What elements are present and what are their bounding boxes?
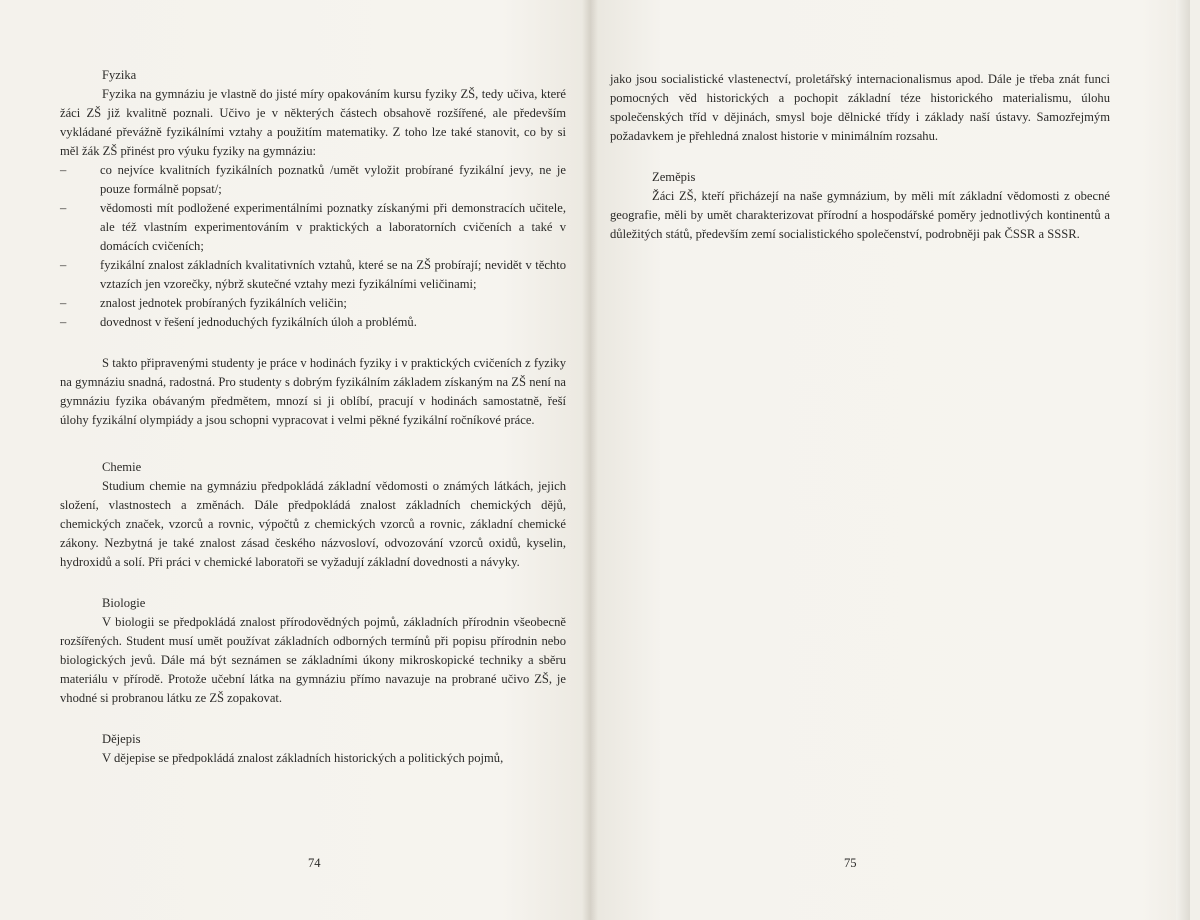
right-page: [590, 0, 1190, 920]
page-number-left: 74: [308, 856, 321, 870]
heading-fyzika: Fyzika: [102, 68, 137, 82]
heading-chemie: Chemie: [102, 460, 142, 474]
zemepis-text: Žáci ZŠ, kteří přicházejí na naše gymnázium, by měli mít základní vědomosti z obecné geografie, měli by umět charakterizovat přírodní a hospodářské poměry jednotlivých kontinentů a důležitých států, především zemí socialistického společenství, podrobněji pak ČSSR a SSSR.: [610, 189, 1110, 241]
page-number-right: 75: [844, 856, 857, 870]
heading-biologie: Biologie: [102, 596, 146, 610]
left-page-text: [60, 66, 566, 768]
left-page: [0, 0, 590, 920]
heading-zemepis: Zeměpis: [652, 170, 696, 184]
book-gutter: [582, 0, 598, 920]
list-item: – fyzikální znalost základních kvalitativních vztahů, které se na ZŠ probírají; nevidět v těchto vztazích jen vzorečky, nýbrž skutečné vztahy mezi fyzikálními veličinami;: [60, 256, 566, 294]
chemie-text: Studium chemie na gymnáziu předpokládá základní vědomosti o známých látkách, jejich složení, vlastnostech a změnách. Dále předpokládá znalost základních chemických dějů, chemických značek, vzorců a rovnic, výpočtů z chemických vzorců a rovnic, základní chemické zákony. Nezbytná je také znalost zásad českého názvosloví, odvozování vzorců oxidů, kyselin, hydroxidů a solí. Při práci v chemické laboratoři se vyžadují základní dovednosti a návyky.: [60, 479, 566, 569]
fyzika-list: [60, 161, 566, 332]
list-item: – co nejvíce kvalitních fyzikálních poznatků /umět vyložit probírané fyzikální jevy, ne je pouze formálně popsat/;: [60, 161, 566, 199]
list-item: – dovednost v řešení jednoduchých fyzikálních úloh a problémů.: [60, 313, 566, 332]
list-item: – vědomosti mít podložené experimentálními poznatky získanými při demonstracích učitele, ale též vlastním experimentováním v praktických a laboratorních cvičeních a také v domácích cvičeních;: [60, 199, 566, 256]
dejepis-continuation: jako jsou socialistické vlastenectví, proletářský internacionalismus apod. Dále je třeba znát funci pomocných věd historických a pochopit základní téze historického materialismu, úlohu společenských tříd v dějinách, smysl boje dělnické třídy i základy naší ústavy. Samozřejmým požadavkem je přehledná znalost historie v minimálním rozsahu.: [610, 72, 1110, 143]
list-item: – znalost jednotek probíraných fyzikálních veličin;: [60, 294, 566, 313]
heading-dejepis: Dějepis: [102, 732, 141, 746]
fyzika-intro: Fyzika na gymnáziu je vlastně do jisté míry opakováním kursu fyziky ZŠ, tedy učiva, které žáci ZŠ již kvalitně poznali. Učivo je v některých částech obsahově rozšířené, ale především vykládané převážně fyzikálními vztahy a použitím matematiky. Z toho lze také stanovit, co by si měl žák ZŠ přinést pro výuku fyziky na gymnáziu:: [60, 87, 566, 158]
biologie-text: V biologii se předpokládá znalost přírodovědných pojmů, základních přírodnin všeobecně rozšířených. Student musí umět používat základních odborných termínů při popisu přírodnin nebo biologických jevů. Dále má být seznámen se základními úkony mikroskopické techniky a sběru materiálu v přírodě. Protože učební látka na gymnáziu přímo navazuje na probrané učivo ZŠ, je vhodné si probranou látku ze ZŠ zopakovat.: [60, 615, 566, 705]
dejepis-text: V dějepise se předpokládá znalost základních historických a politických pojmů,: [102, 751, 504, 765]
page-edge: [1176, 0, 1190, 920]
right-page-text: [610, 70, 1110, 244]
fyzika-closing: S takto připravenými studenty je práce v hodinách fyziky i v praktických cvičeních z fyziky na gymnáziu snadná, radostná. Pro studenty s dobrým fyzikálním základem získaným na ZŠ není na gymnáziu fyzika obávaným předmětem, mnozí si ji oblíbí, pracují v hodinách samostatně, řeší úlohy fyzikální olympiády a jsou schopni vypracovat i velmi pěkné fyzikální ročníkové práce.: [60, 356, 566, 427]
